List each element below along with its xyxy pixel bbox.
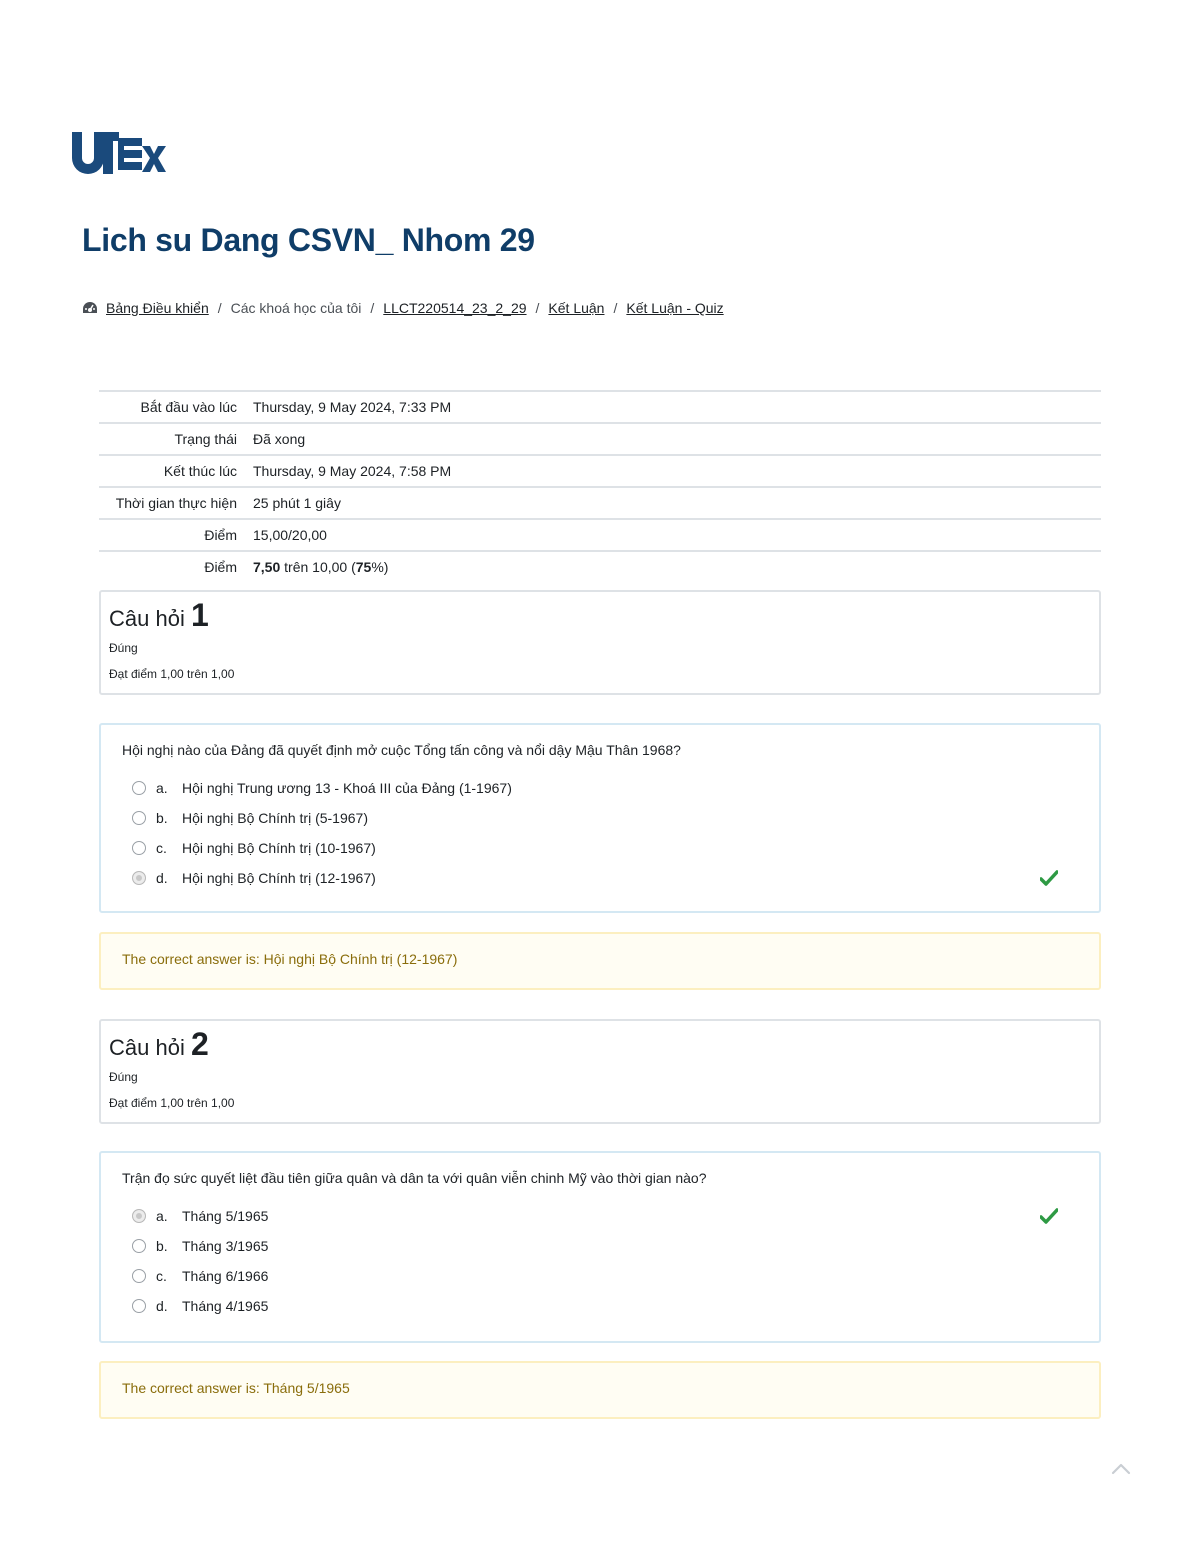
answer-letter: c. xyxy=(156,1268,167,1284)
question-label: Câu hỏi xyxy=(109,606,185,631)
summary-row-marks xyxy=(99,519,1101,551)
question-state: Đúng xyxy=(109,1070,138,1084)
answer-radio-selected[interactable] xyxy=(132,871,146,885)
answer-letter: d. xyxy=(156,870,168,886)
breadcrumb-separator: / xyxy=(613,300,618,316)
question-1-content xyxy=(99,723,1101,913)
summary-label: Trạng thái xyxy=(174,431,237,447)
dashboard-icon xyxy=(82,301,98,315)
grade-score: 7,50 xyxy=(253,559,281,575)
breadcrumb-separator: / xyxy=(217,300,222,316)
answer-radio-selected[interactable] xyxy=(132,1209,146,1223)
answer-option[interactable] xyxy=(122,803,1078,833)
question-1-info xyxy=(99,590,1101,695)
answer-letter: a. xyxy=(156,780,168,796)
answer-option[interactable] xyxy=(122,833,1078,863)
question-text: Hội nghị nào của Đảng đã quyết định mở cuộc Tổng tấn công và nổi dậy Mậu Thân 1968? xyxy=(122,742,681,758)
summary-value: 25 phút 1 giây xyxy=(253,495,341,511)
answer-text: Tháng 6/1966 xyxy=(182,1268,269,1284)
check-icon xyxy=(1040,870,1058,886)
summary-row-state xyxy=(99,423,1101,455)
answer-text: Tháng 4/1965 xyxy=(182,1298,269,1314)
utex-logo[interactable] xyxy=(70,128,166,178)
question-1-feedback: The correct answer is: Hội nghị Bộ Chính trị (12-1967) xyxy=(99,932,1101,990)
page-title: Lich su Dang CSVN_ Nhom 29 xyxy=(82,222,535,258)
breadcrumb-dashboard[interactable]: Bảng Điều khiển xyxy=(106,300,209,316)
question-number: 2 xyxy=(190,1026,209,1062)
question-heading xyxy=(109,1027,1091,1065)
breadcrumb-separator: / xyxy=(535,300,540,316)
summary-label: Bắt đầu vào lúc xyxy=(140,399,237,415)
answer-text: Tháng 3/1965 xyxy=(182,1238,269,1254)
answer-text: Hội nghị Bộ Chính trị (10-1967) xyxy=(182,840,376,856)
breadcrumb xyxy=(82,300,724,316)
breadcrumb-separator: / xyxy=(370,300,375,316)
answer-letter: c. xyxy=(156,840,167,856)
question-label: Câu hỏi xyxy=(109,1035,185,1060)
answer-option[interactable] xyxy=(122,1291,1078,1321)
summary-value: Đã xong xyxy=(253,431,306,447)
question-number: 1 xyxy=(190,597,209,633)
question-2-content xyxy=(99,1151,1101,1343)
answer-option-selected[interactable] xyxy=(122,1201,1078,1231)
summary-value: Thursday, 9 May 2024, 7:58 PM xyxy=(253,463,452,479)
answer-radio[interactable] xyxy=(132,781,146,795)
summary-value: Thursday, 9 May 2024, 7:33 PM xyxy=(253,399,452,415)
question-2-info xyxy=(99,1019,1101,1124)
answer-text: Tháng 5/1965 xyxy=(182,1208,269,1224)
answer-text: Hội nghị Trung ương 13 - Khoá III của Đảng (1-1967) xyxy=(182,780,512,796)
breadcrumb-course[interactable]: LLCT220514_23_2_29 xyxy=(383,300,527,316)
grade-mid: trên 10,00 ( xyxy=(280,559,356,575)
answer-letter: a. xyxy=(156,1208,168,1224)
attempt-summary-table xyxy=(99,390,1101,582)
summary-label: Kết thúc lúc xyxy=(163,463,237,479)
answer-radio[interactable] xyxy=(132,1269,146,1283)
answer-radio[interactable] xyxy=(132,1299,146,1313)
summary-row-time xyxy=(99,487,1101,519)
answer-text: Hội nghị Bộ Chính trị (5-1967) xyxy=(182,810,368,826)
answer-letter: d. xyxy=(156,1298,168,1314)
question-state: Đúng xyxy=(109,641,138,655)
summary-value xyxy=(249,551,1101,582)
breadcrumb-section[interactable]: Kết Luận xyxy=(548,300,605,316)
chevron-up-icon[interactable] xyxy=(1110,1460,1132,1478)
summary-label: Điểm xyxy=(204,527,237,543)
summary-value: 15,00/20,00 xyxy=(253,527,327,543)
answer-option[interactable] xyxy=(122,773,1078,803)
breadcrumb-my-courses: Các khoá học của tôi xyxy=(230,300,362,316)
check-icon xyxy=(1040,1208,1058,1224)
answer-option-selected[interactable] xyxy=(122,863,1078,893)
answer-radio[interactable] xyxy=(132,1239,146,1253)
grade-percent: 75 xyxy=(355,559,372,575)
question-grade: Đạt điểm 1,00 trên 1,00 xyxy=(109,667,235,681)
grade-end: %) xyxy=(371,559,389,575)
answer-text: Hội nghị Bộ Chính trị (12-1967) xyxy=(182,870,376,886)
breadcrumb-quiz[interactable]: Kết Luận - Quiz xyxy=(626,300,724,316)
summary-row-started xyxy=(99,391,1101,423)
question-2-feedback: The correct answer is: Tháng 5/1965 xyxy=(99,1361,1101,1419)
answer-radio[interactable] xyxy=(132,811,146,825)
summary-label: Điểm xyxy=(204,559,237,575)
summary-row-grade xyxy=(99,551,1101,582)
summary-label: Thời gian thực hiện xyxy=(115,495,237,511)
answer-option[interactable] xyxy=(122,1231,1078,1261)
question-text: Trận đọ sức quyết liệt đầu tiên giữa quân và dân ta với quân viễn chinh Mỹ vào thời gian nào? xyxy=(122,1170,707,1186)
question-heading xyxy=(109,598,1091,636)
answer-option[interactable] xyxy=(122,1261,1078,1291)
answer-letter: b. xyxy=(156,810,168,826)
summary-row-completed xyxy=(99,455,1101,487)
question-grade: Đạt điểm 1,00 trên 1,00 xyxy=(109,1096,235,1110)
answer-letter: b. xyxy=(156,1238,168,1254)
answer-radio[interactable] xyxy=(132,841,146,855)
